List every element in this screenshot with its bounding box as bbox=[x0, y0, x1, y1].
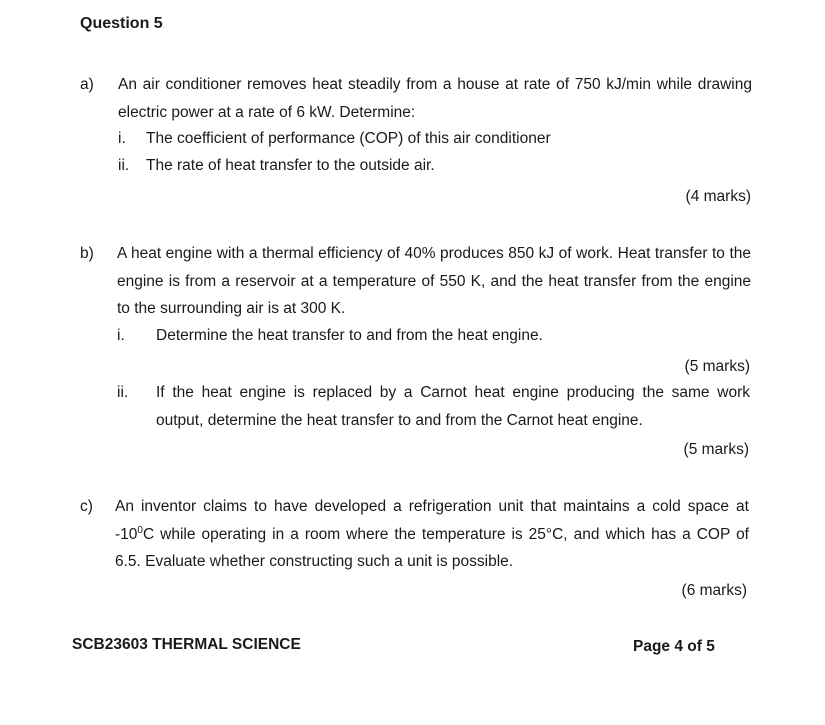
part-c-line-3: of 6.5. Evaluate whether constructing such a unit is possible. bbox=[115, 525, 749, 570]
part-b-text: A heat engine with a thermal efficiency of 40% produces 850 kJ of work. Heat transfer to the engine is from a reservoir at a temperature of 550 K, and the heat transfer from the engine to the surrounding air is at 300 K. bbox=[117, 245, 751, 317]
part-b-label: b) bbox=[80, 245, 94, 262]
question-title: Question 5 bbox=[80, 15, 163, 32]
part-b-item-2-text: If the heat engine is replaced by a Carnot heat engine producing the same work output, determine the heat transfer to and from the Carnot heat engine. bbox=[156, 384, 750, 429]
part-a-item-2-text: The rate of heat transfer to the outside air. bbox=[146, 157, 435, 174]
part-c-text bbox=[115, 493, 749, 576]
part-a-text: An air conditioner removes heat steadily from a house at rate of 750 kJ/min while drawing electric power at a rate of 6 kW. Determine: bbox=[118, 76, 752, 121]
part-a-label: a) bbox=[80, 76, 94, 93]
footer-course: SCB23603 THERMAL SCIENCE bbox=[72, 636, 301, 653]
part-a-item-1-num: i. bbox=[118, 130, 126, 147]
part-c-degree: 0 bbox=[137, 524, 143, 536]
part-b-item-2-marks: (5 marks) bbox=[683, 441, 749, 458]
part-a-item-2-num: ii. bbox=[118, 157, 130, 174]
part-c-line-2: C while operating in a room where the temperature is 25°C, and which has a COP bbox=[142, 525, 731, 543]
part-b-item-1-num: i. bbox=[117, 327, 125, 344]
part-c-line-1: An inventor claims to have developed a refrigeration unit that maintains a cold space at bbox=[115, 498, 749, 515]
part-c-label: c) bbox=[80, 498, 93, 515]
part-a-marks: (4 marks) bbox=[685, 188, 751, 205]
part-b-item-1-text: Determine the heat transfer to and from the heat engine. bbox=[156, 327, 543, 344]
part-b-item-2-num: ii. bbox=[117, 384, 129, 401]
part-a-item-1-text: The coefficient of performance (COP) of this air conditioner bbox=[146, 130, 551, 147]
part-c-marks: (6 marks) bbox=[681, 582, 747, 599]
part-b-item-1-marks: (5 marks) bbox=[684, 358, 750, 375]
part-c-cold-temp: -10 bbox=[115, 525, 138, 543]
footer-page-number: Page 4 of 5 bbox=[633, 638, 715, 655]
